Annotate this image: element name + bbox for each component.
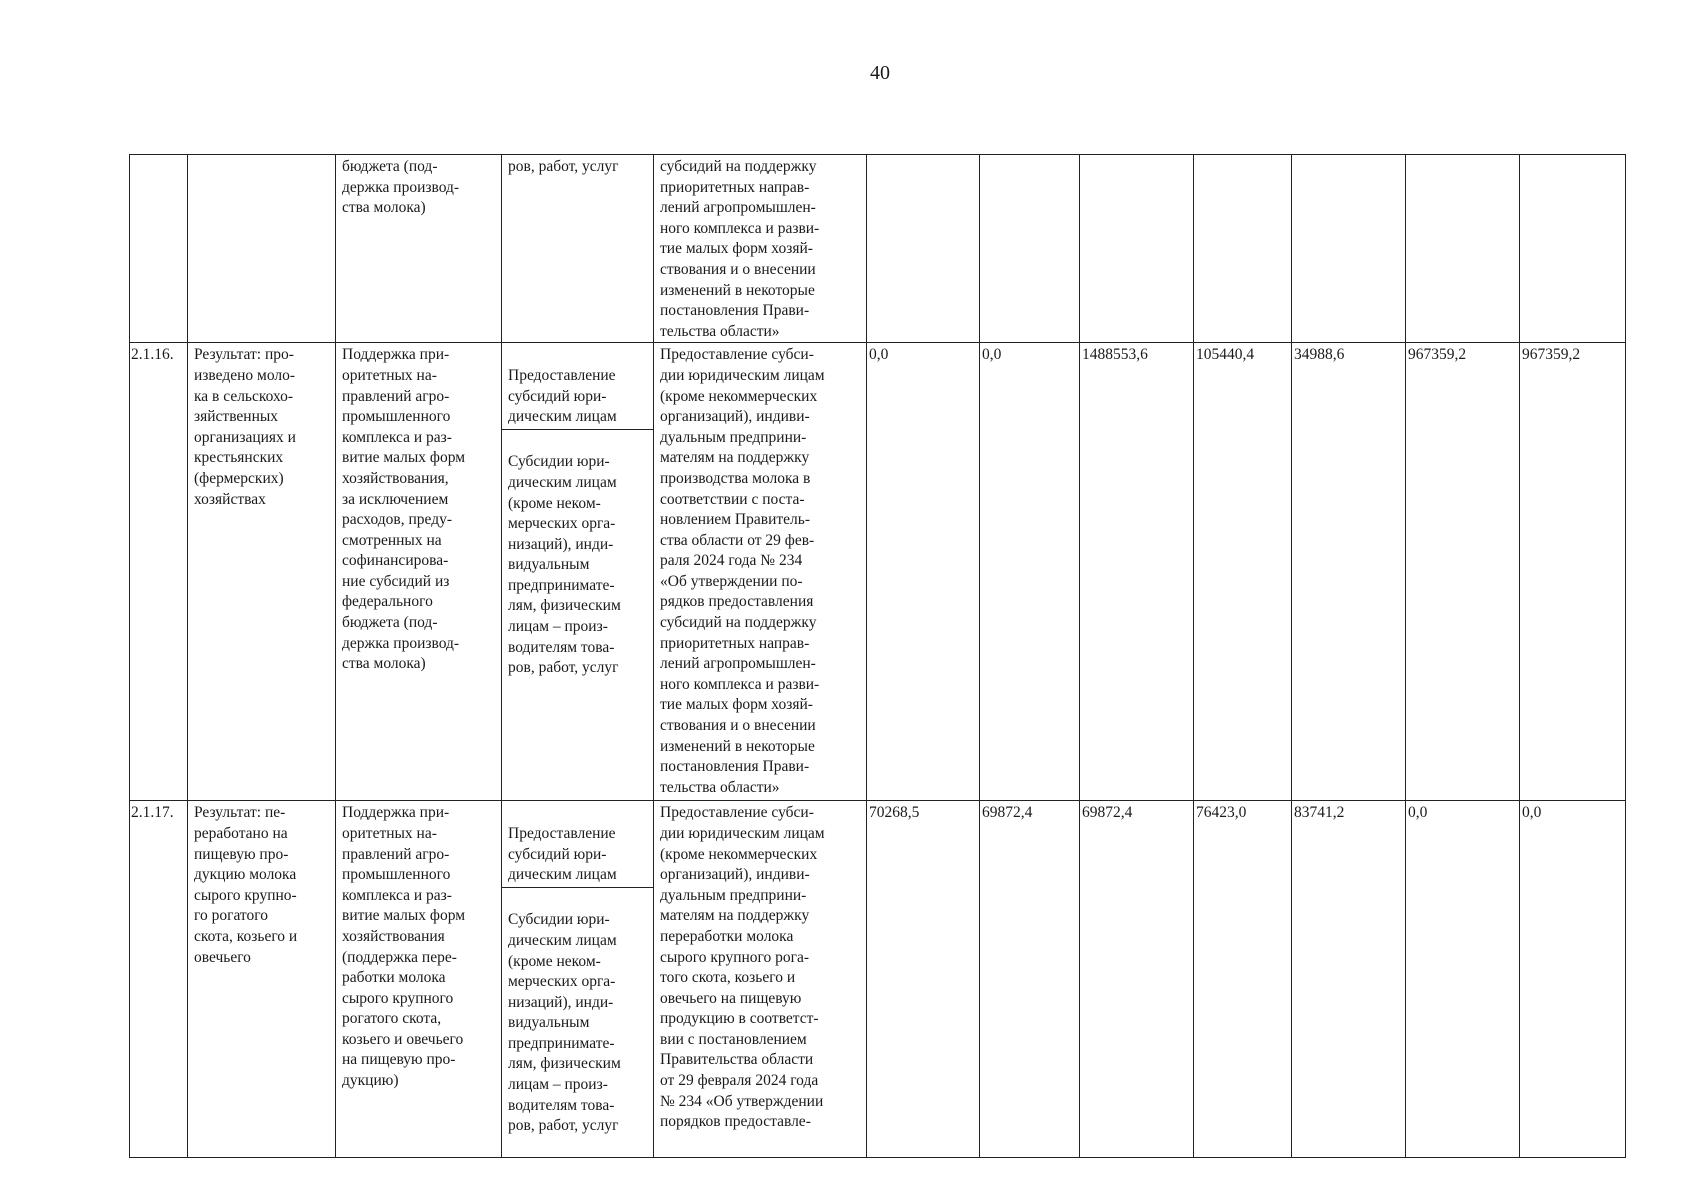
value-cell: 76423,0 bbox=[1194, 801, 1292, 1158]
value-cell: 967359,2 bbox=[1520, 343, 1626, 801]
table-row bbox=[130, 801, 1626, 1158]
result-cell: Результат: про- изведено моло- ка в сельскохо- зяйственных организациях и крестьянских (фермерских) хозяйствах bbox=[188, 343, 336, 801]
mechanism-cell bbox=[502, 801, 654, 1158]
value-cell: 1488553,6 bbox=[1080, 343, 1194, 801]
event-cell: бюджета (под- держка производ- ства молока) bbox=[336, 155, 502, 343]
value-cell: 83741,2 bbox=[1292, 801, 1406, 1158]
basis-cell: субсидий на поддержку приоритетных направ- лений агропромышлен- ного комплекса и разви- тие малых форм хозяй- ствования и о внесении изменений в некоторые постановления Прави- тельства области» bbox=[654, 155, 867, 343]
event-cell: Поддержка при- оритетных на- правлений агро- промышленного комплекса и раз- витие малых форм хозяйствования (поддержка пере- работки молока сырого крупного рогатого скота, козьего и овечьего на пищевую про- дукцию) bbox=[336, 801, 502, 1158]
result-cell: Результат: пе- реработано на пищевую про- дукцию молока сырого крупно- го рогатого скота, козьего и овечьего bbox=[188, 801, 336, 1158]
value-cell bbox=[1292, 155, 1406, 343]
row-id-cell: 2.1.16. bbox=[130, 343, 188, 801]
value-cell bbox=[980, 155, 1080, 343]
value-cell bbox=[1520, 155, 1626, 343]
value-cell bbox=[1194, 155, 1292, 343]
mechanism-recipients: Субсидии юри- дическим лицам (кроме неком- мерческих орга- низаций), инди- видуальным предпринимате- лям, физическим лицам – произ- водителям това- ров, работ, услуг bbox=[508, 453, 621, 677]
row-id-cell: 2.1.17. bbox=[130, 801, 188, 1158]
value-cell: 105440,4 bbox=[1194, 343, 1292, 801]
mechanism-type: Предоставление субсидий юри- дическим лицам bbox=[502, 366, 653, 430]
value-cell: 69872,4 bbox=[980, 801, 1080, 1158]
basis-cell: Предоставление субси- дии юридическим лицам (кроме некоммерческих организаций), индиви- дуальным предприни- мателям на поддержку производства молока в соответствии с поста- новлением Правитель- ства области от 29 фев- раля 2024 года № 234 «Об утверждении по- рядков предоставления субсидий на поддержку приоритетных направ- лений агропромышлен- ного комплекса и разви- тие малых форм хозяй- ствования и о внесении изменений в некоторые постановления Прави- тельства области» bbox=[654, 343, 867, 801]
value-cell bbox=[1406, 155, 1520, 343]
value-cell: 0,0 bbox=[867, 343, 980, 801]
program-table bbox=[129, 154, 1626, 1158]
basis-cell: Предоставление субси- дии юридическим лицам (кроме некоммерческих организаций), индиви- дуальным предприни- мателям на поддержку переработки молока сырого крупного рога- того скота, козьего и овечьего на пищевую продукцию в соответст- вии с постановлением Правительства области от 29 февраля 2024 года № 234 «Об утверждении порядков предоставле- bbox=[654, 801, 867, 1158]
result-cell bbox=[188, 155, 336, 343]
page-number: 40 bbox=[870, 62, 890, 84]
mechanism-type: Предоставление субсидий юри- дическим лицам bbox=[502, 824, 653, 888]
row-id-cell bbox=[130, 155, 188, 343]
event-cell: Поддержка при- оритетных на- правлений агро- промышленного комплекса и раз- витие малых форм хозяйствования, за исключением расходов, преду- смотренных на софинансирова- ние субсидий из федерального бюджета (под- держка производ- ства молока) bbox=[336, 343, 502, 801]
value-cell: 0,0 bbox=[1406, 801, 1520, 1158]
table-row bbox=[130, 343, 1626, 801]
table-row bbox=[130, 155, 1626, 343]
value-cell: 0,0 bbox=[1520, 801, 1626, 1158]
mechanism-cell bbox=[502, 343, 654, 801]
value-cell bbox=[1080, 155, 1194, 343]
value-cell: 967359,2 bbox=[1406, 343, 1520, 801]
value-cell: 34988,6 bbox=[1292, 343, 1406, 801]
value-cell: 69872,4 bbox=[1080, 801, 1194, 1158]
value-cell: 70268,5 bbox=[867, 801, 980, 1158]
mechanism-cell: ров, работ, услуг bbox=[502, 155, 654, 343]
value-cell bbox=[867, 155, 980, 343]
value-cell: 0,0 bbox=[980, 343, 1080, 801]
mechanism-recipients: Субсидии юри- дическим лицам (кроме неком- мерческих орга- низаций), инди- видуальным предпринимате- лям, физическим лицам – произ- водителям това- ров, работ, услуг bbox=[508, 911, 621, 1135]
